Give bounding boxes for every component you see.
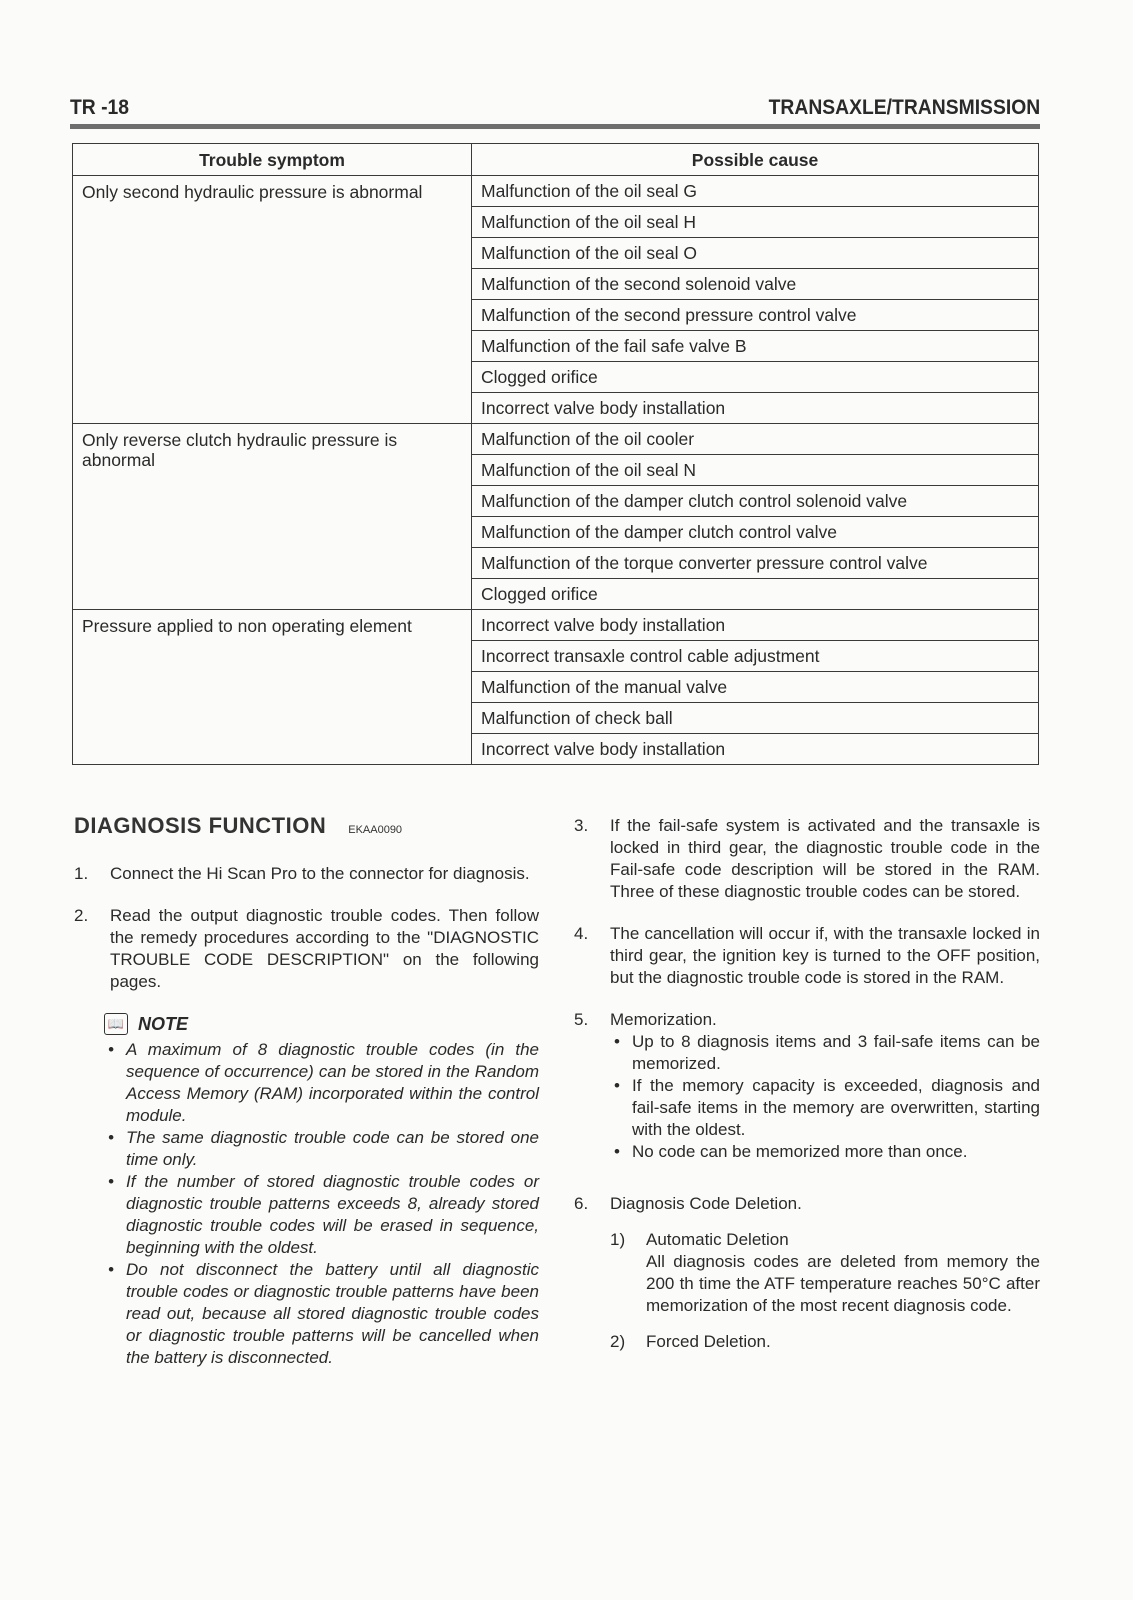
cause-cell: Malfunction of the oil seal O bbox=[472, 238, 1039, 269]
note-bullet: • The same diagnostic trouble code can be stored one time only. bbox=[104, 1127, 539, 1171]
memorization-bullet: • No code can be memorized more than once. bbox=[610, 1141, 1040, 1163]
item-text: Connect the Hi Scan Pro to the connector for diagnosis. bbox=[110, 864, 530, 883]
section-heading-text: DIAGNOSIS FUNCTION bbox=[74, 813, 327, 838]
table-header-row bbox=[73, 144, 1039, 176]
cause-cell: Malfunction of the torque converter pressure control valve bbox=[472, 548, 1039, 579]
column-header-symptom: Trouble symptom bbox=[73, 144, 472, 176]
sub-title: Forced Deletion. bbox=[646, 1332, 771, 1351]
symptom-cell: Only second hydraulic pressure is abnormal bbox=[73, 176, 472, 424]
cause-cell: Malfunction of check ball bbox=[472, 703, 1039, 734]
memorization-bullet: • Up to 8 diagnosis items and 3 fail-safe items can be memorized. bbox=[610, 1031, 1040, 1075]
sub-body bbox=[646, 1331, 1040, 1353]
cause-cell: Clogged orifice bbox=[472, 362, 1039, 393]
sub-number: 1) bbox=[610, 1230, 626, 1249]
item-number: 2. bbox=[74, 906, 89, 925]
cause-cell: Malfunction of the damper clutch control valve bbox=[472, 517, 1039, 548]
numbered-item-2 bbox=[74, 905, 539, 993]
item-text: Diagnosis Code Deletion. bbox=[610, 1194, 802, 1213]
item-text: Memorization. bbox=[610, 1010, 717, 1029]
item-number: 4. bbox=[574, 924, 589, 943]
column-header-cause: Possible cause bbox=[472, 144, 1039, 176]
numbered-item-4 bbox=[574, 923, 1040, 989]
symptom-cell: Pressure applied to non operating element bbox=[73, 610, 472, 765]
item-text: Read the output diagnostic trouble codes. Then follow the remedy procedures according to the "DIAGNOSTIC TROUBLE CODE DESCRIPTION" on the following pages. bbox=[110, 906, 539, 991]
memorization-list bbox=[610, 1031, 1040, 1163]
cause-cell: Malfunction of the fail safe valve B bbox=[472, 331, 1039, 362]
cause-cell: Malfunction of the oil cooler bbox=[472, 424, 1039, 455]
section-code: EKAA0090 bbox=[348, 824, 403, 836]
note-box bbox=[104, 1013, 539, 1369]
cause-cell: Malfunction of the oil seal H bbox=[472, 207, 1039, 238]
section-heading bbox=[74, 815, 539, 841]
item-number: 1. bbox=[74, 864, 89, 883]
numbered-item-5 bbox=[574, 1009, 1040, 1163]
numbered-item-3 bbox=[574, 815, 1040, 903]
note-bullet: • If the number of stored diagnostic trouble codes or diagnostic trouble patterns exceeds 8, already stored diagnostic trouble codes will be erased in sequence, beginning with the oldest. bbox=[104, 1171, 539, 1259]
book-icon: 📖 bbox=[104, 1013, 128, 1035]
left-column bbox=[74, 815, 539, 1369]
item-text: If the fail-safe system is activated and the transaxle is locked in third gear, the diagnostic trouble code in the Fail-safe code description will be stored in the RAM. Three of these diagnostic trouble codes can be stored. bbox=[610, 816, 1040, 901]
note-label: NOTE bbox=[138, 1014, 189, 1034]
cause-cell: Clogged orifice bbox=[472, 579, 1039, 610]
right-column bbox=[574, 815, 1040, 1373]
header-rule bbox=[70, 124, 1040, 129]
cause-cell: Malfunction of the oil seal N bbox=[472, 455, 1039, 486]
numbered-item-1 bbox=[74, 863, 539, 885]
table-row bbox=[73, 176, 1039, 207]
item-number: 3. bbox=[574, 816, 589, 835]
cause-cell: Incorrect valve body installation bbox=[472, 610, 1039, 641]
section-title: TRANSAXLE/TRANSMISSION bbox=[768, 96, 1040, 119]
page-number: TR -18 bbox=[70, 96, 130, 119]
cause-cell: Malfunction of the oil seal G bbox=[472, 176, 1039, 207]
item-body bbox=[610, 1009, 1040, 1163]
deletion-item-forced bbox=[610, 1331, 1040, 1353]
note-bullet: • Do not disconnect the battery until all diagnostic trouble codes or diagnostic trouble patterns have been read out, because all stored diagnostic trouble codes or diagnostic trouble patterns will be cancelled when the battery is disconnected. bbox=[104, 1259, 539, 1369]
sub-body bbox=[646, 1229, 1040, 1317]
numbered-item-6 bbox=[574, 1193, 1040, 1353]
deletion-list bbox=[610, 1229, 1040, 1353]
cause-cell: Malfunction of the second pressure control valve bbox=[472, 300, 1039, 331]
symptom-cell: Only reverse clutch hydraulic pressure is abnormal bbox=[73, 424, 472, 610]
note-heading bbox=[104, 1013, 539, 1035]
table-row bbox=[73, 424, 1039, 455]
cause-cell: Incorrect transaxle control cable adjustment bbox=[472, 641, 1039, 672]
note-bullet: • A maximum of 8 diagnostic trouble codes (in the sequence of occurrence) can be stored in the Random Access Memory (RAM) incorporated within the control module. bbox=[104, 1039, 539, 1127]
trouble-table bbox=[72, 143, 1039, 765]
item-text: The cancellation will occur if, with the transaxle locked in third gear, the ignition key is turned to the OFF position, but the diagnostic trouble code is stored in the RAM. bbox=[610, 924, 1040, 987]
deletion-item-automatic bbox=[610, 1229, 1040, 1317]
sub-number: 2) bbox=[610, 1332, 626, 1351]
item-body bbox=[610, 1193, 1040, 1353]
item-number: 5. bbox=[574, 1010, 589, 1029]
note-list bbox=[104, 1039, 539, 1369]
cause-cell: Malfunction of the second solenoid valve bbox=[472, 269, 1039, 300]
item-number: 6. bbox=[574, 1194, 589, 1213]
cause-cell: Incorrect valve body installation bbox=[472, 393, 1039, 424]
memorization-bullet: • If the memory capacity is exceeded, diagnosis and fail-safe items in the memory are overwritten, starting with the oldest. bbox=[610, 1075, 1040, 1141]
cause-cell: Malfunction of the manual valve bbox=[472, 672, 1039, 703]
sub-text: All diagnosis codes are deleted from memory the 200 th time the ATF temperature reaches 50°C after memorization of the most recent diagnosis code. bbox=[646, 1252, 1040, 1315]
table-row bbox=[73, 610, 1039, 641]
sub-title: Automatic Deletion bbox=[646, 1230, 789, 1249]
cause-cell: Malfunction of the damper clutch control solenoid valve bbox=[472, 486, 1039, 517]
cause-cell: Incorrect valve body installation bbox=[472, 734, 1039, 765]
